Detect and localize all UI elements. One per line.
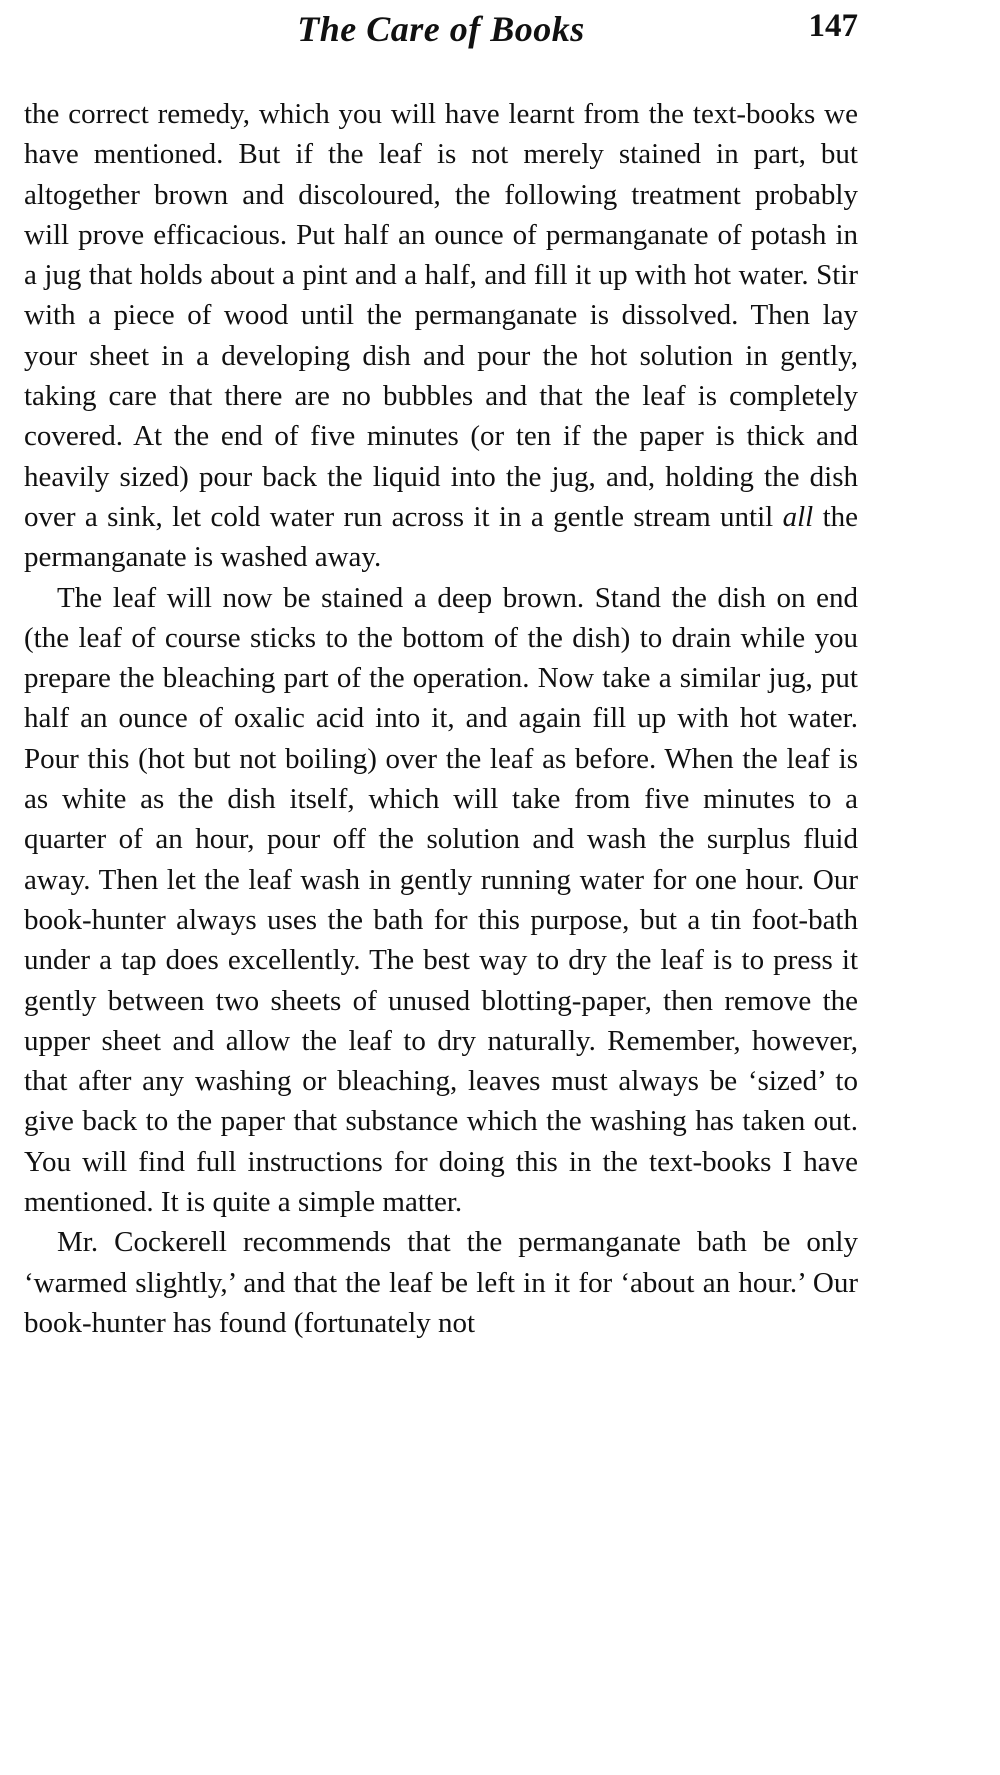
body-text — [24, 94, 858, 1343]
running-title: The Care of Books — [297, 9, 585, 49]
paragraph-1-text-after: the permanganate is washed away. — [24, 500, 858, 574]
paragraph-3: Mr. Cockerell recommends that the permanganate bath be only ‘warmed slightly,’ and that the leaf be left in it for ‘about an hour.’ Our book-hunter has found (fortunately not — [24, 1226, 858, 1339]
running-header — [24, 8, 858, 68]
page-number: 147 — [808, 8, 858, 44]
paragraph-1 — [24, 94, 858, 578]
emphasis-all: all — [782, 500, 814, 533]
paragraph-1-text-before: the correct remedy, which you will have learnt from the text-books we have mentioned. But if the leaf is not merely stained in part, but altogether brown and discoloured, the following treatment probably will prove efficacious. Put half an ounce of permanganate of potash in a jug that holds about a pint and a half, and fill it up with hot water. Stir with a piece of wood until the permanganate is dissolved. Then lay your sheet in a developing dish and pour the hot solution in gently, taking care that there are no bubbles and that the leaf is completely covered. At the end of five minutes (or ten if the paper is thick and heavily sized) pour back the liquid into the jug, and, holding the dish over a sink, let cold water run across it in a gentle stream until — [24, 98, 858, 533]
paragraph-2: The leaf will now be stained a deep brown. Stand the dish on end (the leaf of course sticks to the bottom of the dish) to drain while you prepare the bleaching part of the operation. Now take a similar jug, put half an ounce of oxalic acid into it, and again fill up with hot water. Pour this (hot but not boiling) over the leaf as before. When the leaf is as white as the dish itself, which will take from five minutes to a quarter of an hour, pour off the solution and wash the surplus fluid away. Then let the leaf wash in gently running water for one hour. Our book-hunter always uses the bath for this purpose, but a tin foot-bath under a tap does excellently. The best way to dry the leaf is to press it gently between two sheets of unused blotting-paper, then remove the upper sheet and allow the leaf to dry naturally. Remember, however, that after any washing or bleaching, leaves must always be ‘sized’ to give back to the paper that substance which the washing has taken out. You will find full instructions for doing this in the text-books I have mentioned. It is quite a simple matter. — [24, 581, 858, 1219]
